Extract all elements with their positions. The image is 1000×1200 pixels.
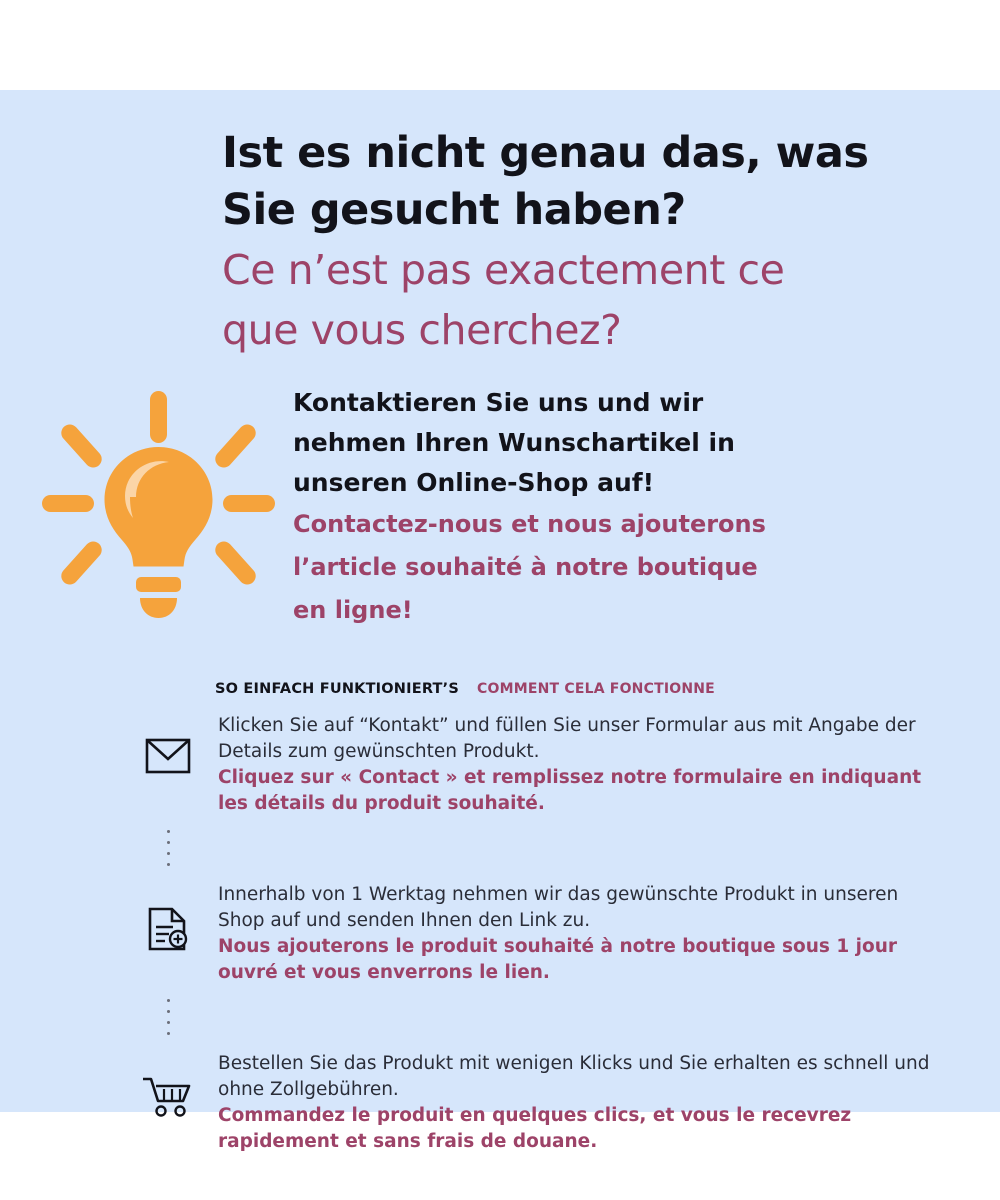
headline-fr-line1: Ce n’est pas exactement ce <box>222 246 785 294</box>
step-text-cell <box>218 879 948 986</box>
section-heading-fr: COMMENT CELA FONCTIONNE <box>477 681 715 697</box>
step-text-cell <box>218 1048 948 1155</box>
step-de-text: Bestellen Sie das Produkt mit wenigen Klicks und Sie erhalten es schnell und ohne Zollgebühren. <box>218 1053 930 1100</box>
step-text-cell <box>218 710 948 817</box>
intro-block <box>293 383 953 632</box>
intro-fr-line2: l’article souhaité à notre boutique <box>293 553 758 581</box>
step-connector-dots <box>118 817 218 879</box>
step-de-text: Innerhalb von 1 Werktag nehmen wir das gewünschte Produkt in unseren Shop auf und senden Ihnen den Link zu. <box>218 884 899 931</box>
intro-de-line1: Kontaktieren Sie uns und wir <box>293 388 704 417</box>
steps-list <box>118 710 948 1155</box>
section-heading-de: SO EINFACH FUNKTIONIERT’S <box>215 681 459 697</box>
step-fr-text: Commandez le produit en quelques clics, et vous le recevrez rapidement et sans frais de douane. <box>218 1105 852 1152</box>
step-icon-cell <box>118 879 218 955</box>
shopping-cart-icon <box>142 1076 194 1122</box>
headline-de-line2: Sie gesucht haben? <box>222 185 686 235</box>
step-icon-cell <box>118 710 218 778</box>
step-connector-dots <box>118 986 218 1048</box>
step-icon-cell <box>118 1048 218 1122</box>
headline-fr-line2: que vous cherchez? <box>222 306 622 354</box>
step-de-text: Klicken Sie auf “Kontakt” und füllen Sie unser Formular aus mit Angabe der Details zum gewünschten Produkt. <box>218 715 916 762</box>
step-item <box>118 879 948 986</box>
document-add-icon <box>147 907 189 955</box>
intro-fr-line3: en ligne! <box>293 596 413 624</box>
intro-de-line3: unseren Online-Shop auf! <box>293 468 655 497</box>
headline-block <box>222 125 942 359</box>
step-fr-text: Cliquez sur « Contact » et remplissez notre formulaire en indiquant les détails du produit souhaité. <box>218 767 922 814</box>
intro-de-line2: nehmen Ihren Wunschartikel in <box>293 428 735 457</box>
step-item <box>118 710 948 817</box>
headline-de-line1: Ist es nicht genau das, was <box>222 128 869 178</box>
lightbulb-icon <box>36 385 281 635</box>
envelope-icon <box>145 738 191 778</box>
step-item <box>118 1048 948 1155</box>
section-heading <box>215 681 715 697</box>
intro-fr-line1: Contactez-nous et nous ajouterons <box>293 510 766 538</box>
step-fr-text: Nous ajouterons le produit souhaité à notre boutique sous 1 jour ouvré et vous enverrons le lien. <box>218 936 897 983</box>
